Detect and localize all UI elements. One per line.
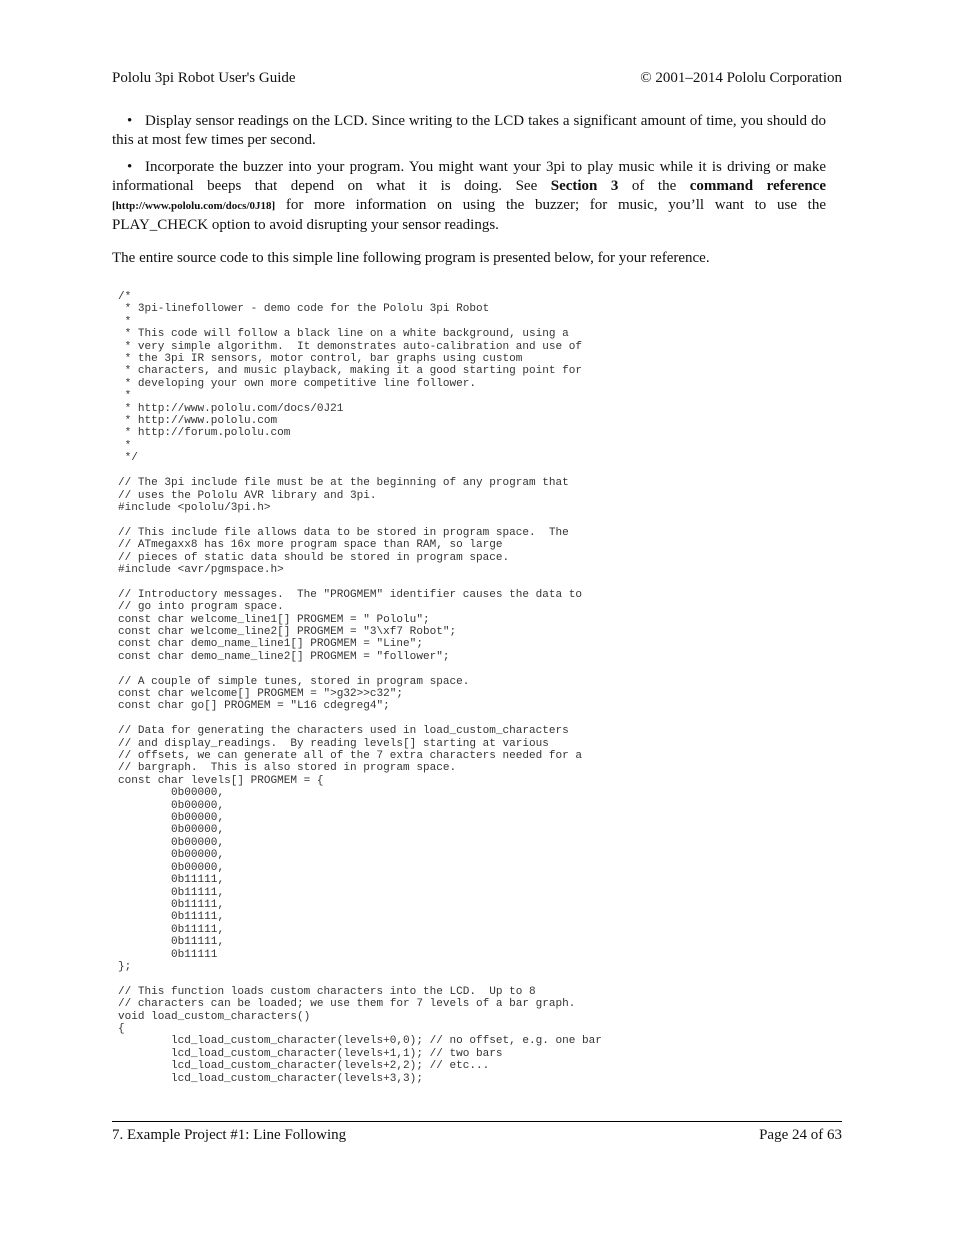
- bullet-text-after: for more information on using the buzzer; for music, you’ll want to use the PLAY_CHECK option to avoid disrupting your sensor readings.: [112, 197, 826, 233]
- footer-divider: [112, 1121, 842, 1122]
- command-reference-url[interactable]: [http://www.pololu.com/docs/0J18]: [112, 200, 276, 212]
- intro-paragraph: The entire source code to this simple line following program is presented below, for your reference.: [112, 250, 710, 266]
- page-number: Page 24 of 63: [759, 1127, 842, 1143]
- bullet-text-mid: of the: [618, 178, 690, 194]
- header-copyright: © 2001–2014 Pololu Corporation: [640, 70, 842, 86]
- bullet-text-before: Incorporate the buzzer into your program. You might want your 3pi to play music while it is driving or make informational beeps that depend on what it is doing. See: [112, 159, 826, 194]
- page-header: [112, 70, 842, 90]
- tips-list: [112, 112, 826, 243]
- command-reference-link[interactable]: command reference: [689, 178, 826, 194]
- bullet-marker: •: [127, 113, 133, 129]
- bullet-item-buzzer: [112, 158, 826, 235]
- bullet-text: Display sensor readings on the LCD. Since writing to the LCD takes a significant amount of time, you should do this at most few times per second.: [112, 113, 826, 148]
- section-reference: Section 3: [550, 178, 619, 194]
- bullet-item-lcd: [112, 112, 826, 150]
- footer-section-title: 7. Example Project #1: Line Following: [112, 1127, 347, 1143]
- bullet-marker: •: [127, 159, 133, 175]
- header-title: Pololu 3pi Robot User's Guide: [112, 70, 296, 86]
- source-code-listing: /* * 3pi-linefollower - demo code for the Pololu 3pi Robot * * This code will follow a black line on a white background, using a * very simple algorithm. It demonstrates auto-calibration and use of * the 3pi IR sensors, motor control, bar graphs using custom * characters, and music playback, making it a good starting point for * developing your own more competitive line follower. * * http://www.pololu.com/docs/0J21 * http://www.pololu.com * http://forum.pololu.com * */ // The 3pi include file must be at the beginning of any program that // uses the Pololu AVR library and 3pi. #include <pololu/3pi.h> // This include file allows data to be stored in program space. The // ATmegaxx8 has 16x more program space than RAM, so large // pieces of static data should be stored in program space. #include <avr/pgmspace.h> // Introductory messages. The "PROGMEM" identifier causes the data to // go into program space. const char welcome_line1[] PROGMEM = " Pololu"; const char welcome_line2[] PROGMEM = "3\xf7 Robot"; const char demo_name_line1[] PROGMEM = "Line"; const char demo_name_line2[] PROGMEM = "follower"; // A couple of simple tunes, stored in program space. const char welcome[] PROGMEM = ">g32>>c32"; const char go[] PROGMEM = "L16 cdegreg4"; // Data for generating the characters used in load_custom_characters // and display_readings. By reading levels[] starting at various // offsets, we can generate all of the 7 extra characters needed for a // bargraph. This is also stored in program space. const char levels[] PROGMEM = { 0b00000, 0b00000, 0b00000, 0b00000, 0b00000, 0b00000, 0b00000, 0b11111, 0b11111, 0b11111, 0b11111, 0b11111, 0b11111, 0b11111 }; // This function loads custom characters into the LCD. Up to 8 // characters can be loaded; we use them for 7 levels of a bar graph. void load_custom_characters() { lcd_load_custom_character(levels+0,0); // no offset, e.g. one bar lcd_load_custom_character(levels+1,1); // two bars lcd_load_custom_character(levels+2,2); // etc... lcd_load_custom_character(levels+3,3);: [118, 291, 602, 1085]
- page-footer: [112, 1127, 842, 1147]
